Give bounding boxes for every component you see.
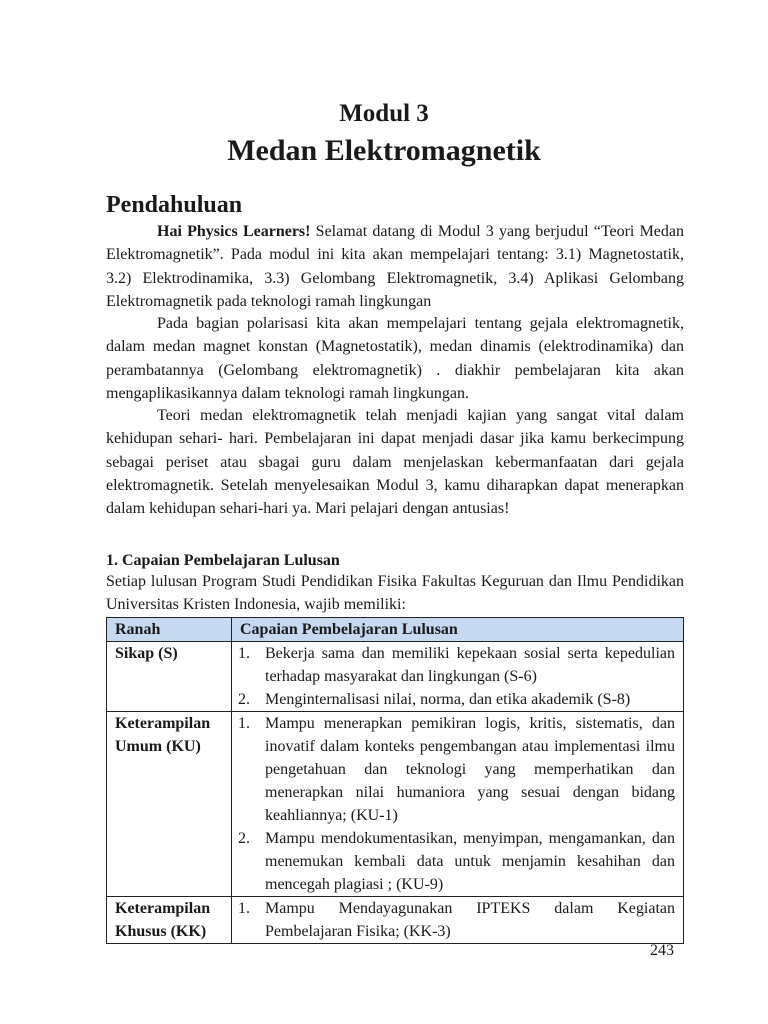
table-row-category: Keterampilan Khusus (KK) — [107, 897, 232, 944]
list-item-text: Mampu Mendayagunakan IPTEKS dalam Kegiatan Pembelajaran Fisika; (KK-3) — [265, 900, 675, 940]
section-heading: Pendahuluan — [106, 192, 243, 218]
list-item — [238, 642, 675, 688]
module-label: Modul 3 — [339, 100, 429, 127]
module-title: Medan Elektromagnetik — [227, 134, 541, 167]
list-item-text: Mampu menerapkan pemikiran logis, kritis, sistematis, dan inovatif dalam konteks pengembangan atau implementasi ilmu pengetahuan dan teknologi yang memperhatikan dan menerapkan nilai humaniora yang sesuai dengan bidang keahliannya; (KU-1) — [265, 715, 675, 824]
intro-text: Selamat datang di Modul 3 yang berjudul “Teori Medan Elektromagnetik”. Pada modul ini kita akan mempelajari tentang: 3.1) Magnetostatik, 3.2) Elektrodinamika, 3.3) Gelombang Elektromagnetik, 3.4) Aplikasi Gelombang Elektromagnetik pada teknologi ramah lingkungan — [106, 223, 684, 310]
table-row — [107, 897, 684, 944]
table-header-capaian: Capaian Pembelajaran Lulusan — [232, 618, 684, 642]
paragraph-2-text: Pada bagian polarisasi kita akan mempelajari tentang gejala elektromagnetik, dalam medan magnet konstan (Magnetostatik), medan dinamis (elektrodinamika) dan perambatannya (Gelombang elektromagnetik) . diakhir pembelajaran kita akan mengaplikasikannya dalam teknologi ramah lingkungan. — [106, 315, 684, 402]
table-header-ranah: Ranah — [107, 618, 232, 642]
table-row — [107, 712, 684, 897]
list-item — [238, 688, 675, 711]
list-item — [238, 897, 675, 943]
list-item — [238, 827, 675, 896]
subsection-intro — [106, 570, 684, 617]
paragraph-3-text: Teori medan elektromagnetik telah menjadi kajian yang sangat vital dalam kehidupan sehari- hari. Pembelajaran ini dapat menjadi dasar jika kamu berkecimpung sebagai periset atau sbagai guru dalam menjelaskan kebermanfaatan dari gejala elektromagnetik. Setelah menyelesaikan Modul 3, kamu diharapkan dapat menerapkan dalam kehidupan sehari-hari ya. Mari pelajari dengan antusias! — [106, 407, 684, 518]
learning-outcomes-table — [106, 617, 684, 944]
intro-paragraph — [106, 220, 684, 313]
page-number: 243 — [650, 942, 674, 959]
table-row-items — [232, 642, 684, 712]
list-item-number: 1. — [238, 900, 250, 917]
table-row-category: Sikap (S) — [107, 642, 232, 712]
table-row-items — [232, 897, 684, 944]
list-item-number: 2. — [238, 830, 250, 847]
list-item-text: Mampu mendokumentasikan, menyimpan, mengamankan, dan menemukan kembali data untuk menjamin kesahihan dan mencegah plagiasi ; (KU-9) — [265, 830, 675, 893]
list-item — [238, 712, 675, 827]
table-row — [107, 642, 684, 712]
list-item-text: Menginternalisasi nilai, norma, dan etika akademik (S-8) — [265, 691, 631, 708]
paragraph-2 — [106, 312, 684, 405]
greeting-text: Hai Physics Learners! — [157, 223, 311, 240]
subsection-intro-text: Setiap lulusan Program Studi Pendidikan Fisika Fakultas Keguruan dan Ilmu Pendidikan Universitas Kristen Indonesia, wajib memiliki: — [106, 573, 684, 614]
table-row-items — [232, 712, 684, 897]
list-item-number: 2. — [238, 691, 250, 708]
subsection-heading: 1. Capaian Pembelajaran Lulusan — [106, 552, 340, 569]
list-item-number: 1. — [238, 715, 250, 732]
paragraph-3 — [106, 404, 684, 520]
list-item-number: 1. — [238, 645, 250, 662]
list-item-text: Bekerja sama dan memiliki kepekaan sosial serta kepedulian terhadap masyarakat dan lingkungan (S-6) — [265, 645, 675, 685]
table-header-row — [107, 618, 684, 642]
table-row-category: Keterampilan Umum (KU) — [107, 712, 232, 897]
